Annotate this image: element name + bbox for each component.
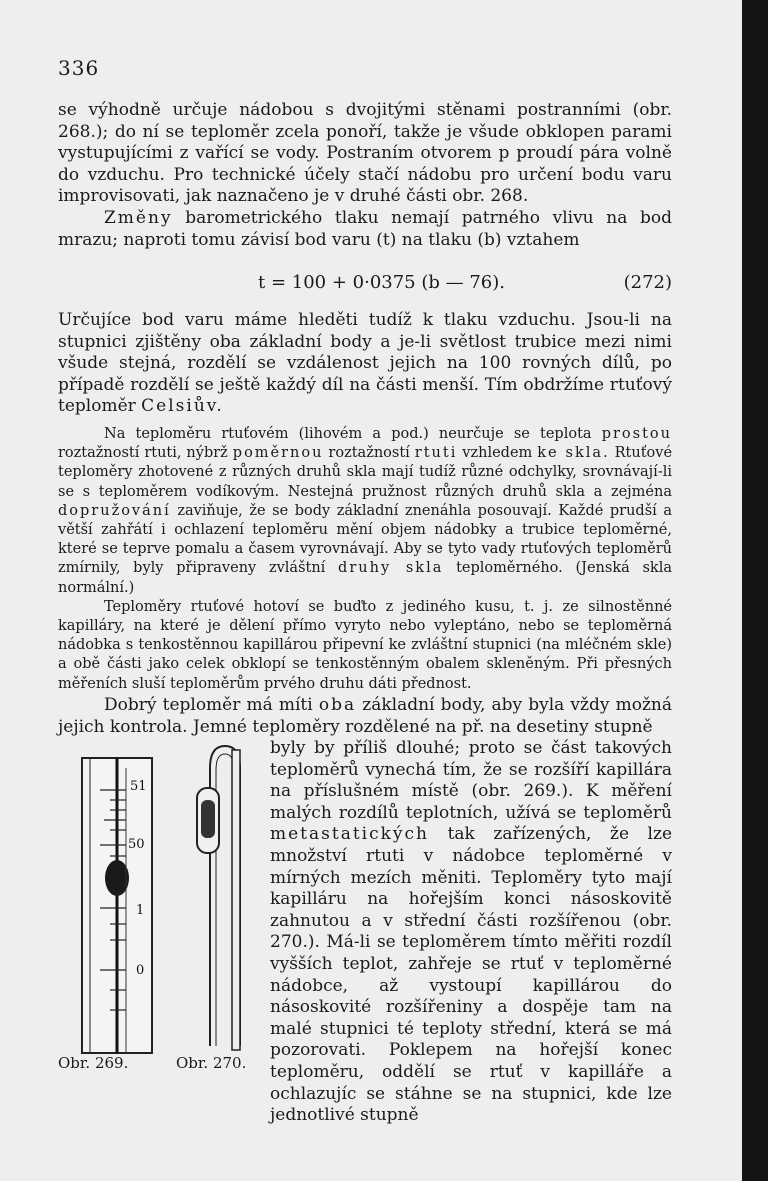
scale-label-51: 51 — [130, 779, 147, 794]
note-text: vzhledem — [462, 445, 533, 462]
equation-expression: t = 100 + 0·0375 (b — 76). — [258, 272, 505, 293]
scale-label-0: 0 — [136, 963, 145, 978]
spaced-term-oba: oba — [318, 695, 357, 715]
spaced-term: druhy skla — [338, 560, 444, 577]
paragraph-5-text: byly by příliš dlouhé; proto se část takových teploměrů vynechá tím, že se rozšíří kapillára na příslušném místě (obr. 269.). K měření malých rozdílů teplotních, užívá se teploměrů — [270, 738, 672, 823]
paragraph-3-text: Určujíce bod varu máme hleděti tudíž k tlaku vzduchu. Jsou-li na stupnici zjištěny oba základní body a je-li světlost trubice mezi nimi všude stejná, rozdělí se vzdálenost jejich na 100 rovných dílů, po případě rozdělí se ještě každý díl na části menší. Tím obdržíme rtuťový teploměr — [58, 310, 672, 417]
paragraph-2 — [58, 208, 672, 251]
page-number: 336 — [58, 56, 100, 80]
spaced-term: dopružování — [58, 502, 171, 519]
paragraph-3-body — [58, 310, 672, 418]
spaced-term-metastatickych: metastatických — [270, 824, 430, 845]
note-text: Na teploměru rtuťovém (lihovém a pod.) neurčuje se teplota — [104, 426, 592, 442]
note-text: roztažností — [328, 445, 410, 462]
paragraph-4-text: Dobrý teploměr má míti — [104, 695, 313, 715]
paragraph-4-text: základní body, aby byla vždy možná jejich kontrola. Jemné teploměry rozdělené na př. na desetiny stupně — [58, 695, 673, 737]
paragraph-5 — [270, 721, 672, 1144]
note-text: Rtuťové teploměry zhotovené z různých druhů skla mají tudíž různé odchylky, srovnávají-li se s teploměrem vodíkovým. Nestejná pružnost různých druhů skla a zejména — [58, 445, 673, 500]
paragraph-5-text: tak zařízených, že lze množství rtuti v nádobce teploměrné v mírných mezích měniti. Teploměry tyto mají kapilláru na hořejším konci násoskovitě zahnutou a v střední části rozšířenou (obr. 270.). Má-li se teploměrem tímto měřiti rozdíl vyšších teplot, zahřeje se rtuť v teploměrné nádobce, až vystoupí kapillárou do násoskovité rozšířeniny a dospěje tam na malé stupnici té teploty střední, která se má pozorovati. Poklepem na hořejší konec teploměru, oddělí se rtuť v kapilláře a ochlazujíc se stáhne se na stupnici, kde lze jednotlivé stupně — [270, 824, 672, 1126]
equation-272 — [58, 272, 672, 298]
fig270-caption: Obr. 270. — [176, 1054, 247, 1072]
figures-269-270 — [70, 728, 270, 1056]
paragraph-2-text: barometrického tlaku nemají patrného vlivu na bod mrazu; naproti tomu závisí bod varu (t) na tlaku (b) vztahem — [58, 207, 673, 250]
paragraph-1 — [58, 100, 672, 251]
small-note-1 — [58, 425, 672, 598]
spaced-term: prostou — [601, 426, 672, 442]
note-text: zaviňuje, že se body základní znenáhla posouvají. Každé prudší a větší zahřátí i ochlazení teploměru mění objem nádobky a trubice teploměrné, které se teprve pomalu a časem vyrovnávají. Aby se tyto vady rtuťových teploměrů zmírnily, byly připraveny zvláštní — [58, 502, 672, 577]
paragraph-1-text: se výhodně určuje nádobou s dvojitými stěnami postranními (obr. 268.); do ní se teploměr zcela ponoří, takže je všude obklopen parami vystupujícími z vařící se vody. Postraním otvorem p proudí pára volně do vzduchu. Pro technické účely stačí nádobu pro určení bodu varu improvisovati, jak naznačeno je v druhé části obr. 268. — [58, 100, 672, 207]
note-text: roztažností rtuti, nýbrž — [58, 445, 228, 462]
scale-label-50: 50 — [128, 837, 145, 852]
small-note-2: Teploměry rtuťové hotoví se buďto z jediného kusu, t. j. ze silnostěnné kapilláry, na které je dělení přímo vyryto nebo vyleptáno, nebo se teploměrná nádobka s tenkostěnnou kapillárou připevní ke zvláštní stupnici (na mléčném skle) a obě části jako celek obklopí se tenkostěnným obalem skleněným. Při přesných měřeních sluší teploměrům prvého druhu dáti přednost. — [58, 598, 672, 692]
spaced-term-celsiuv: Celsiův. — [141, 396, 224, 417]
scale-label-1: 1 — [136, 903, 145, 918]
note-text: teploměrného. (Jenská skla normální.) — [58, 560, 673, 596]
fig269-caption: Obr. 269. — [58, 1054, 129, 1072]
spaced-term: rtuti — [414, 445, 458, 462]
paragraph-3 — [58, 310, 672, 418]
fig270-thermometer — [197, 746, 240, 1050]
fig269-thermometer — [82, 758, 152, 1053]
paragraph-5-body — [270, 738, 672, 1127]
equation-number: (272) — [623, 272, 672, 293]
spaced-term: poměrnou — [232, 445, 324, 462]
spaced-term-zmeny: Změny — [104, 207, 173, 228]
spaced-term: ke skla. — [537, 445, 610, 462]
small-print-notes — [58, 425, 672, 694]
book-spine-shadow — [742, 0, 768, 1181]
